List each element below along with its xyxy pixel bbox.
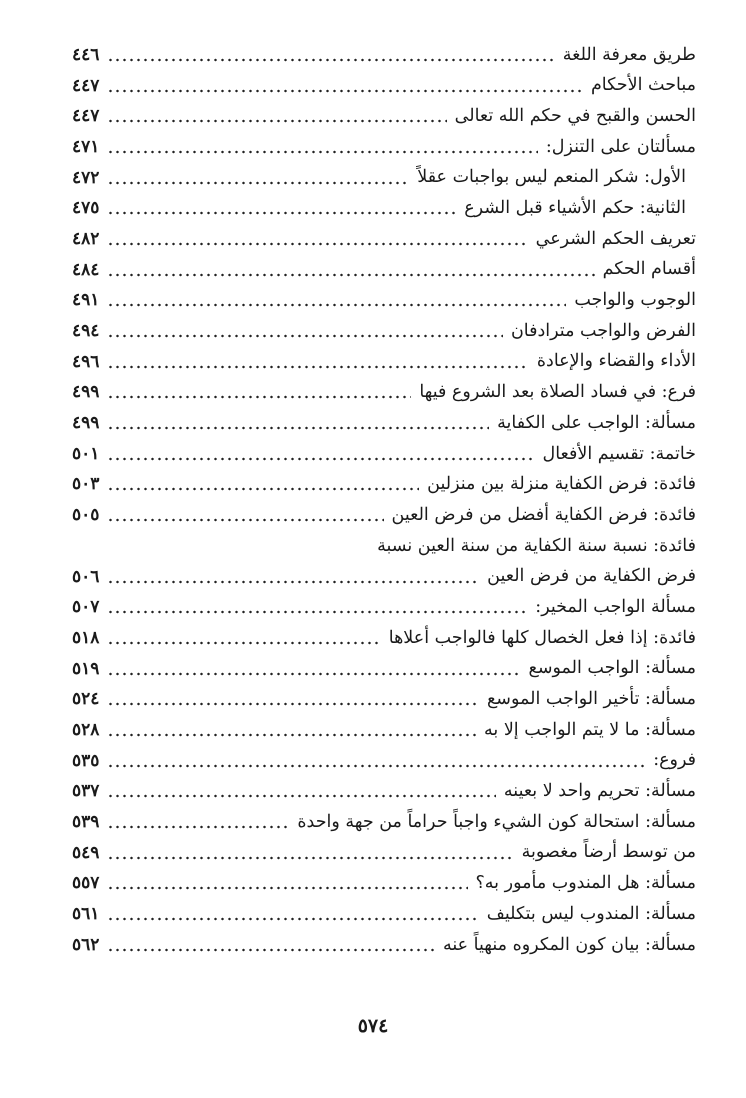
toc-entry bbox=[72, 531, 696, 562]
toc-entry-page: ٥١٨ bbox=[72, 627, 100, 648]
dot-leader bbox=[107, 119, 446, 123]
toc-entry-page: ٥٦٢ bbox=[72, 934, 100, 955]
dot-leader bbox=[107, 825, 289, 829]
dot-leader bbox=[107, 395, 411, 399]
dot-leader bbox=[107, 518, 383, 522]
toc-entry bbox=[72, 654, 696, 685]
toc-entry-page: ٥٥٧ bbox=[72, 873, 100, 894]
dot-leader bbox=[107, 733, 476, 737]
dot-leader bbox=[107, 211, 456, 215]
dot-leader bbox=[107, 89, 583, 93]
toc-entry bbox=[72, 899, 696, 930]
toc-entry-page: ٥٣٥ bbox=[72, 750, 100, 771]
dot-leader bbox=[107, 764, 645, 768]
dot-leader bbox=[107, 181, 409, 185]
toc-entry bbox=[72, 347, 696, 378]
toc-entry-page: ٥٦١ bbox=[72, 904, 100, 925]
toc-entry-title: مسألة: تحريم واحد لا بعينه bbox=[503, 781, 696, 802]
toc-entry-page: ٥٤٩ bbox=[72, 842, 100, 863]
toc-entry bbox=[72, 71, 696, 102]
dot-leader bbox=[107, 794, 496, 798]
toc-entry bbox=[72, 163, 696, 194]
toc-entry-page: ٥٠٥ bbox=[72, 505, 100, 526]
toc-entry-title: مسألة: هل المندوب مأمور به؟ bbox=[475, 873, 696, 894]
toc-entry-page: ٤٤٦ bbox=[72, 44, 100, 65]
dot-leader bbox=[107, 917, 478, 921]
toc-entry bbox=[72, 869, 696, 900]
toc-entry-page: ٥٠٣ bbox=[72, 474, 100, 495]
toc-entry bbox=[72, 746, 696, 777]
toc-entry-page: ٥١٩ bbox=[72, 658, 100, 679]
toc-entry-page: ٥٣٧ bbox=[72, 781, 100, 802]
toc-entry-title: مباحث الأحكام bbox=[590, 75, 696, 96]
table-of-contents bbox=[72, 40, 696, 961]
toc-entry-page: ٤٩٤ bbox=[72, 321, 100, 342]
toc-entry-title: فائدة: فرض الكفاية منزلة بين منزلين bbox=[427, 474, 696, 495]
dot-leader bbox=[107, 672, 520, 676]
toc-entry-title: خاتمة: تقسيم الأفعال bbox=[542, 443, 696, 464]
toc-entry bbox=[72, 623, 696, 654]
toc-entry-title: فرع: في فساد الصلاة بعد الشروع فيها bbox=[419, 382, 696, 403]
dot-leader bbox=[107, 150, 538, 154]
toc-entry-title: الثانية: حكم الأشياء قبل الشرع bbox=[464, 198, 686, 219]
toc-entry bbox=[72, 316, 696, 347]
toc-entry bbox=[72, 132, 696, 163]
toc-entry-page: ٥٢٨ bbox=[72, 719, 100, 740]
toc-entry-title: الحسن والقبح في حكم الله تعالى bbox=[454, 105, 696, 126]
toc-entry bbox=[72, 408, 696, 439]
dot-leader bbox=[107, 303, 566, 307]
toc-entry bbox=[72, 40, 696, 71]
toc-entry-page: ٤٧٢ bbox=[72, 167, 100, 188]
toc-entry-title: الأول: شكر المنعم ليس بواجبات عقلاً bbox=[417, 167, 686, 188]
toc-entry-page: ٤٨٤ bbox=[72, 259, 100, 280]
toc-entry bbox=[72, 592, 696, 623]
toc-entry bbox=[72, 224, 696, 255]
toc-entry bbox=[72, 193, 696, 224]
dot-leader bbox=[107, 365, 528, 369]
dot-leader bbox=[107, 580, 479, 584]
toc-entry bbox=[72, 286, 696, 317]
dot-leader bbox=[107, 457, 534, 461]
dot-leader bbox=[107, 58, 554, 62]
toc-entry-page: ٤٧٥ bbox=[72, 198, 100, 219]
dot-leader bbox=[107, 886, 467, 890]
toc-entry-page: ٤٩٩ bbox=[72, 413, 100, 434]
toc-entry-title: من توسط أرضاً مغصوبة bbox=[521, 842, 696, 863]
dot-leader bbox=[107, 856, 513, 860]
toc-entry bbox=[72, 715, 696, 746]
toc-entry bbox=[72, 807, 696, 838]
dot-leader bbox=[107, 242, 527, 246]
toc-entry-page: ٤٩٩ bbox=[72, 382, 100, 403]
toc-entry-page: ٥٢٤ bbox=[72, 689, 100, 710]
toc-entry-page: ٥٠٦ bbox=[72, 566, 100, 587]
dot-leader bbox=[107, 610, 527, 614]
toc-entry-title: الفرض والواجب مترادفان bbox=[510, 320, 696, 341]
toc-entry-title: فائدة: نسبة سنة الكفاية من سنة العين نسبة bbox=[377, 535, 696, 556]
toc-entry-title: الأداء والقضاء والإعادة bbox=[536, 351, 696, 372]
toc-entry-title: مسألة: بيان كون المكروه منهياً عنه bbox=[443, 934, 696, 955]
toc-entry-page: ٤٧١ bbox=[72, 136, 100, 157]
toc-entry-title: مسألتان على التنزل: bbox=[545, 136, 696, 157]
toc-entry-title: مسألة: استحالة كون الشيء واجباً حراماً من جهة واحدة bbox=[297, 811, 696, 832]
toc-entry bbox=[72, 255, 696, 286]
toc-entry-page: ٥٠٧ bbox=[72, 597, 100, 618]
dot-leader bbox=[107, 334, 503, 338]
toc-entry-title: الوجوب والواجب bbox=[574, 290, 696, 311]
toc-entry-title: مسألة: الواجب الموسع bbox=[528, 658, 696, 679]
toc-entry bbox=[72, 439, 696, 470]
dot-leader bbox=[107, 426, 489, 430]
toc-entry bbox=[72, 101, 696, 132]
toc-entry bbox=[72, 930, 696, 961]
toc-entry-page: ٤٩١ bbox=[72, 290, 100, 311]
toc-entry-title: طريق معرفة اللغة bbox=[562, 44, 696, 65]
toc-entry bbox=[72, 500, 696, 531]
dot-leader bbox=[107, 641, 380, 645]
toc-entry-page: ٤٩٦ bbox=[72, 351, 100, 372]
dot-leader bbox=[107, 702, 479, 706]
toc-entry-page: ٤٨٢ bbox=[72, 228, 100, 249]
toc-entry bbox=[72, 562, 696, 593]
dot-leader bbox=[107, 948, 435, 952]
toc-entry-page: ٥٣٩ bbox=[72, 812, 100, 833]
toc-entry-title: مسألة: ما لا يتم الواجب إلا به bbox=[484, 719, 696, 740]
toc-entry-title: مسألة: المندوب ليس بتكليف bbox=[486, 903, 696, 924]
dot-leader bbox=[107, 273, 594, 277]
toc-entry-title: فائدة: إذا فعل الخصال كلها فالواجب أعلاها bbox=[388, 627, 696, 648]
toc-entry-title: فائدة: فرض الكفاية أفضل من فرض العين bbox=[391, 504, 696, 525]
toc-entry bbox=[72, 777, 696, 808]
toc-entry-title: فروع: bbox=[653, 750, 696, 771]
toc-entry-title: فرض الكفاية من فرض العين bbox=[487, 566, 696, 587]
dot-leader bbox=[107, 487, 419, 491]
toc-entry bbox=[72, 470, 696, 501]
toc-entry bbox=[72, 684, 696, 715]
toc-entry bbox=[72, 378, 696, 409]
toc-entry-title: مسألة الواجب المخير: bbox=[535, 596, 696, 617]
toc-entry-title: مسألة: تأخير الواجب الموسع bbox=[486, 689, 696, 710]
toc-entry-title: أقسام الحكم bbox=[602, 259, 696, 280]
toc-entry bbox=[72, 838, 696, 869]
toc-entry-page: ٥٠١ bbox=[72, 443, 100, 464]
toc-entry-page: ٤٤٧ bbox=[72, 106, 100, 127]
toc-entry-title: مسألة: الواجب على الكفاية bbox=[497, 412, 696, 433]
toc-entry-title: تعريف الحكم الشرعي bbox=[535, 228, 696, 249]
toc-entry-page: ٤٤٧ bbox=[72, 75, 100, 96]
page-number: ٥٧٤ bbox=[357, 1015, 389, 1037]
